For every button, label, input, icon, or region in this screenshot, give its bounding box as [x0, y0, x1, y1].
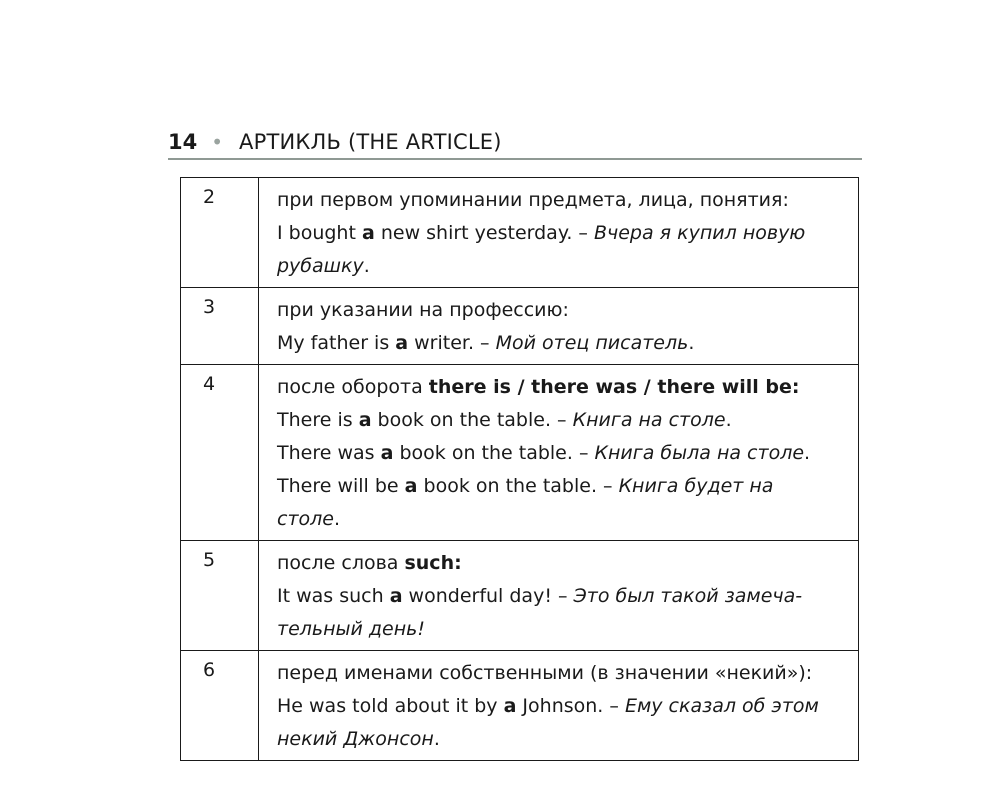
row-number: 4 [181, 365, 259, 541]
row-number: 2 [181, 178, 259, 288]
example-line: It was such a wonderful day! – Это был такой замеча- [277, 585, 803, 607]
rule-text: после слова such: [277, 552, 462, 574]
row-content [259, 288, 859, 365]
table-row [181, 541, 859, 651]
rule-text: при первом упоминании предмета, лица, понятия: [277, 189, 789, 211]
example-line: There is a book on the table. – Книга на столе. [277, 409, 732, 431]
rule-text: при указании на профессию: [277, 299, 569, 321]
table-row [181, 178, 859, 288]
chapter-title: АРТИКЛЬ (THE ARTICLE) [239, 130, 502, 154]
table-row [181, 365, 859, 541]
row-content [259, 651, 859, 761]
article-usage-table [180, 177, 859, 761]
table-row [181, 288, 859, 365]
example-line-cont: рубашку. [277, 255, 370, 277]
rule-text: после оборота there is / there was / there will be: [277, 376, 800, 398]
row-content [259, 541, 859, 651]
header-rule [168, 158, 862, 160]
example-line: There will be a book on the table. – Книга будет на [277, 475, 774, 497]
example-line: There was a book on the table. – Книга была на столе. [277, 442, 811, 464]
example-line-cont: некий Джонсон. [277, 728, 440, 750]
page-number: 14 [168, 130, 198, 154]
bullet-separator: • [211, 130, 224, 154]
rule-text: перед именами собственными (в значении «некий»): [277, 662, 813, 684]
example-line-cont: тельный день! [277, 618, 425, 640]
example-line: I bought a new shirt yesterday. – Вчера я купил новую [277, 222, 806, 244]
row-number: 6 [181, 651, 259, 761]
example-line: He was told about it by a Johnson. – Ему сказал об этом [277, 695, 819, 717]
table-row [181, 651, 859, 761]
row-number: 5 [181, 541, 259, 651]
row-content [259, 365, 859, 541]
row-content [259, 178, 859, 288]
example-line: My father is a writer. – Мой отец писатель. [277, 332, 695, 354]
page-header [168, 126, 860, 158]
example-line-cont: столе. [277, 508, 341, 530]
row-number: 3 [181, 288, 259, 365]
